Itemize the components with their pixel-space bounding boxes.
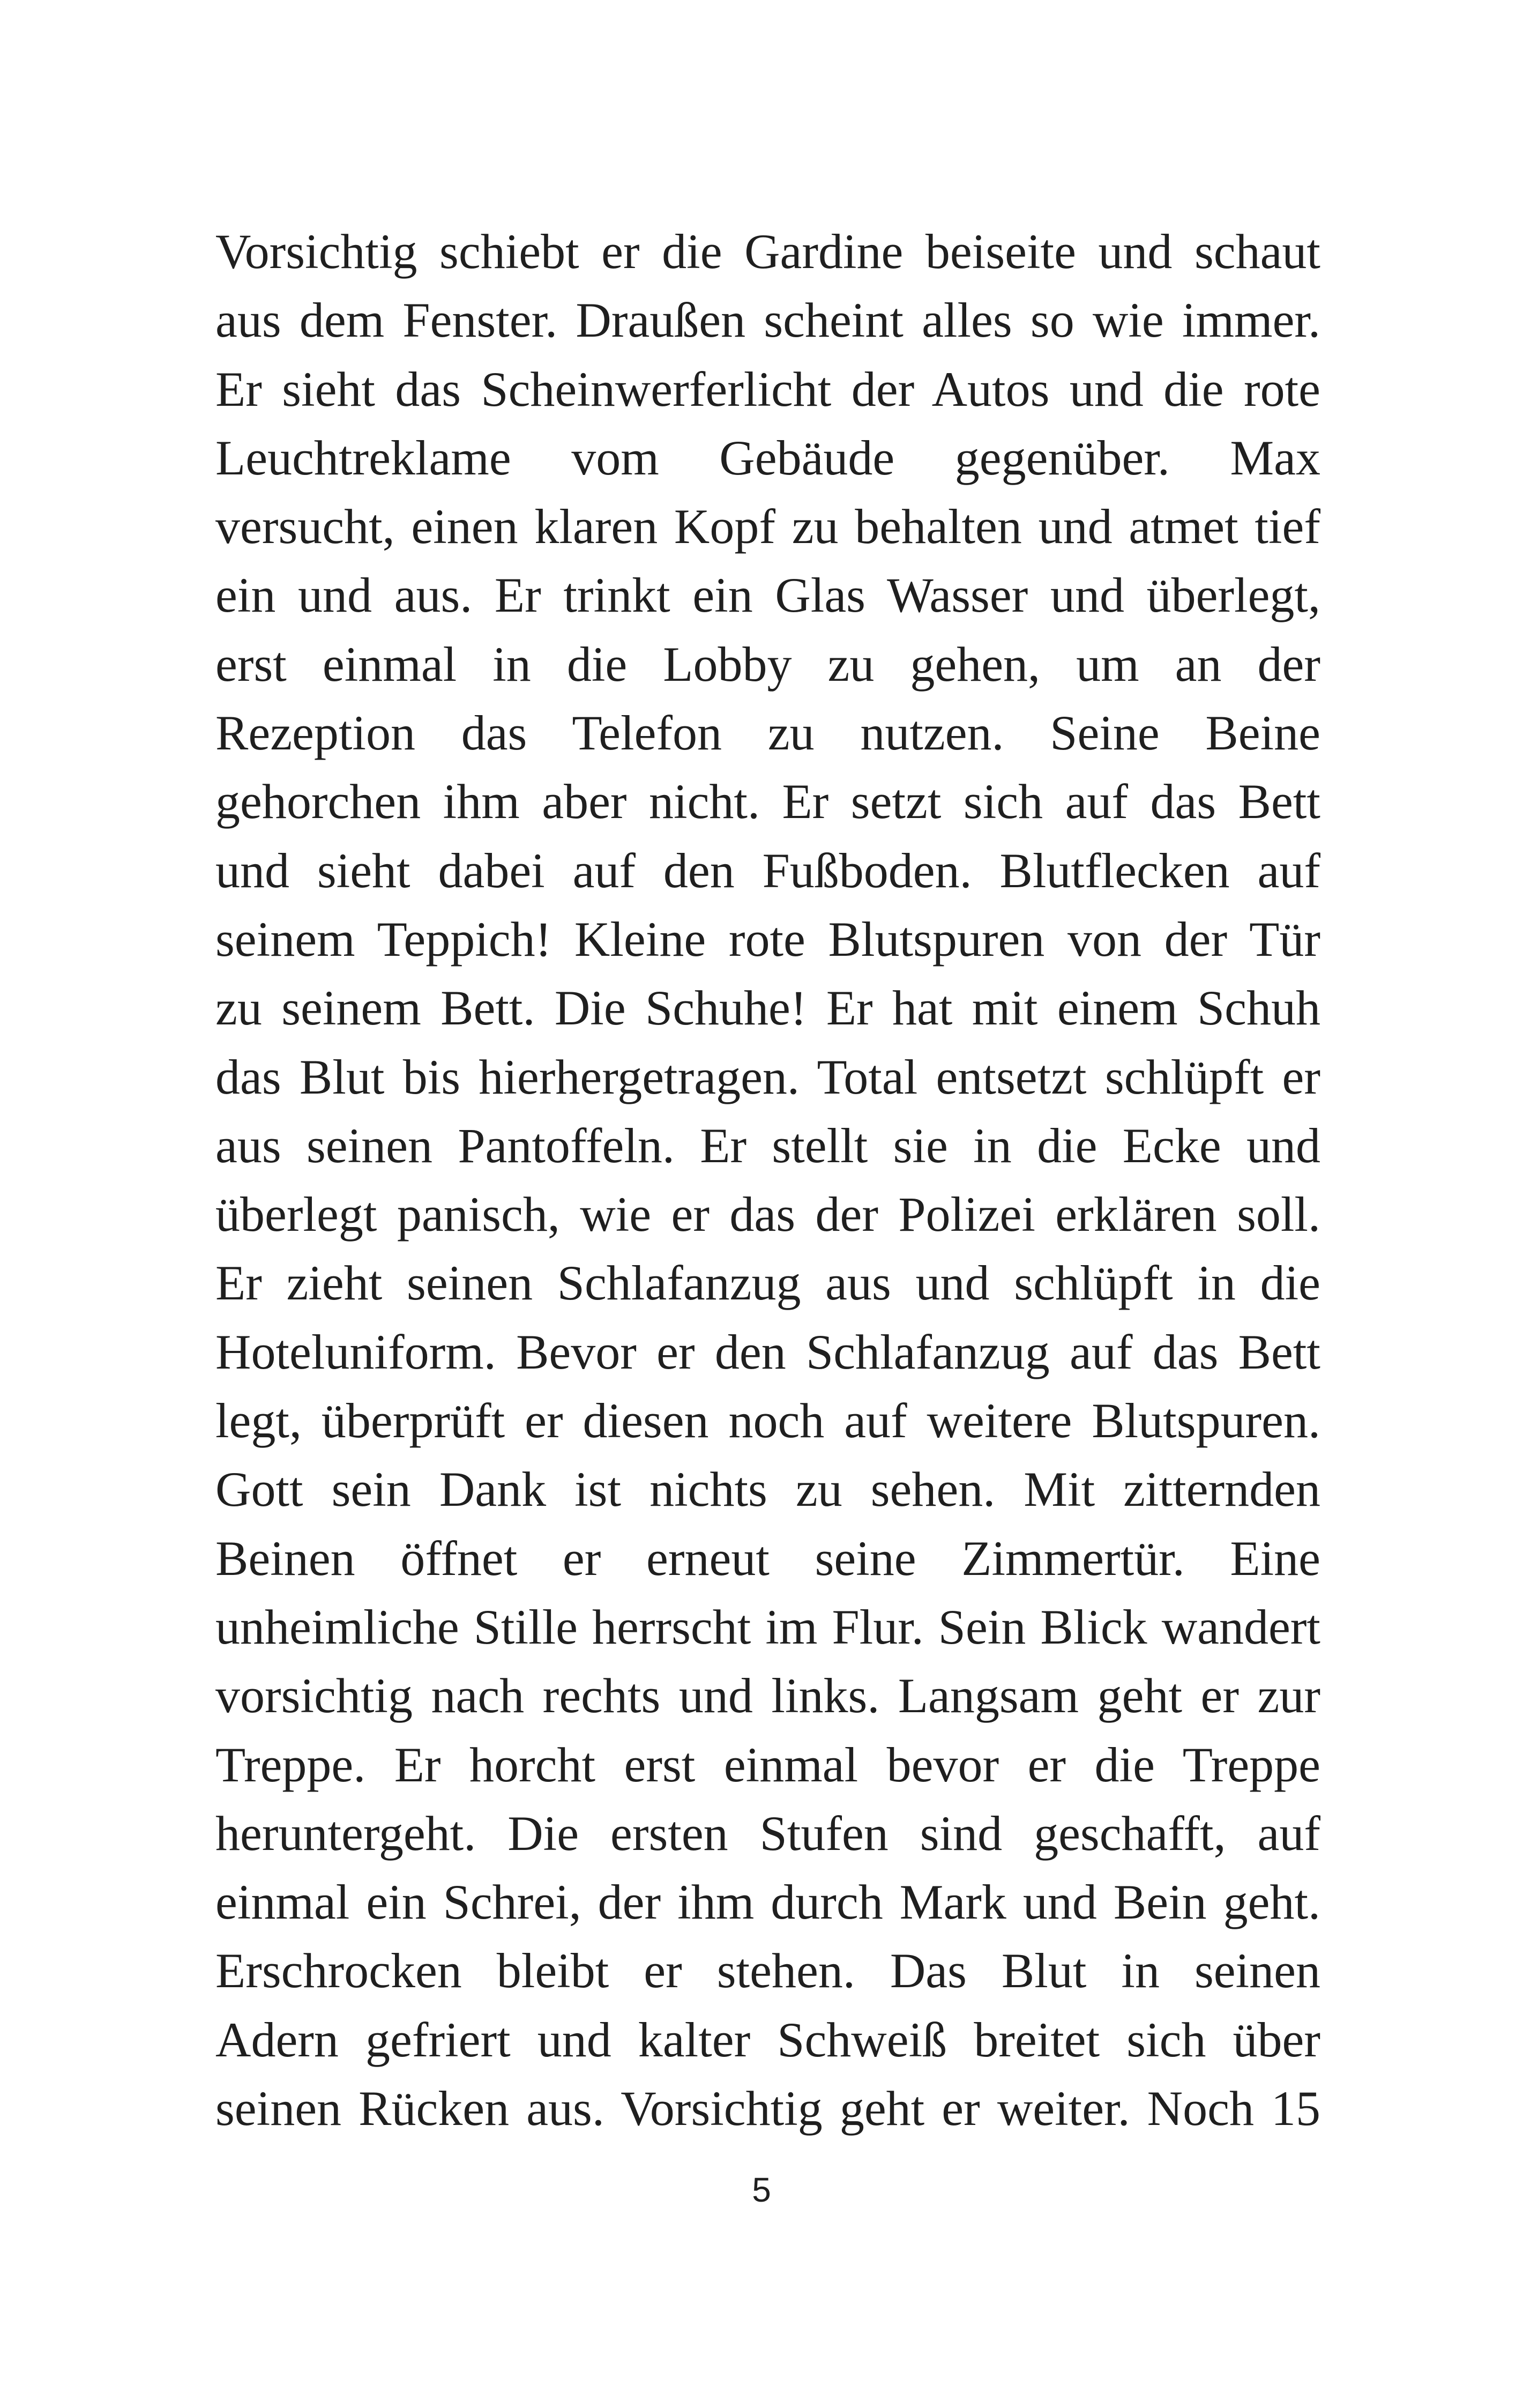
body-text <box>215 217 1320 2143</box>
text-line: Hoteluniform. Bevor er den Schlafanzug auf das Bett <box>215 1324 1320 1379</box>
text-line: Leuchtreklame vom Gebäude gegenüber. Max <box>215 430 1320 485</box>
text-line: legt, überprüft er diesen noch auf weitere Blutspuren. <box>215 1393 1320 1448</box>
text-line: und sieht dabei auf den Fußboden. Blutflecken auf <box>215 843 1320 898</box>
text-line: erst einmal in die Lobby zu gehen, um an der <box>215 636 1320 692</box>
text-line: Rezeption das Telefon zu nutzen. Seine Beine <box>215 705 1320 761</box>
text-line: aus dem Fenster. Draußen scheint alles so wie immer. <box>215 293 1320 348</box>
text-line: vorsichtig nach rechts und links. Langsam geht er zur <box>215 1668 1320 1723</box>
text-line: Gott sein Dank ist nichts zu sehen. Mit zitternden <box>215 1462 1320 1517</box>
text-line: Erschrocken bleibt er stehen. Das Blut in seinen <box>215 1943 1320 1998</box>
text-line: zu seinem Bett. Die Schuhe! Er hat mit einem Schuh <box>215 980 1320 1036</box>
text-line: Treppe. Er horcht erst einmal bevor er die Treppe <box>215 1737 1320 1792</box>
text-line: seinem Teppich! Kleine rote Blutspuren von der Tür <box>215 911 1320 967</box>
text-line: Er zieht seinen Schlafanzug aus und schlüpft in die <box>215 1255 1320 1311</box>
text-line: überlegt panisch, wie er das der Polizei erklären soll. <box>215 1187 1320 1242</box>
text-line: Beinen öffnet er erneut seine Zimmertür. Eine <box>215 1530 1320 1586</box>
text-line: aus seinen Pantoffeln. Er stellt sie in die Ecke und <box>215 1118 1320 1173</box>
text-line: einmal ein Schrei, der ihm durch Mark und Bein geht. <box>215 1875 1320 1930</box>
text-line: heruntergeht. Die ersten Stufen sind geschafft, auf <box>215 1805 1320 1861</box>
text-line: ein und aus. Er trinkt ein Glas Wasser und überlegt, <box>215 568 1320 623</box>
text-line: unheimliche Stille herrscht im Flur. Sein Blick wandert <box>215 1599 1320 1654</box>
text-line: Er sieht das Scheinwerferlicht der Autos und die rote <box>215 361 1320 417</box>
page-number: 5 <box>752 2171 771 2209</box>
text-line: das Blut bis hierhergetragen. Total entsetzt schlüpft er <box>215 1049 1320 1104</box>
text-line: gehorchen ihm aber nicht. Er setzt sich auf das Bett <box>215 774 1320 829</box>
text-line: Vorsichtig schiebt er die Gardine beiseite und schaut <box>215 224 1320 279</box>
text-line: versucht, einen klaren Kopf zu behalten und atmet tief <box>215 499 1320 554</box>
text-line: Adern gefriert und kalter Schweiß breitet sich über <box>215 2012 1320 2067</box>
text-line: seinen Rücken aus. Vorsichtig geht er weiter. Noch 15 <box>215 2081 1320 2136</box>
